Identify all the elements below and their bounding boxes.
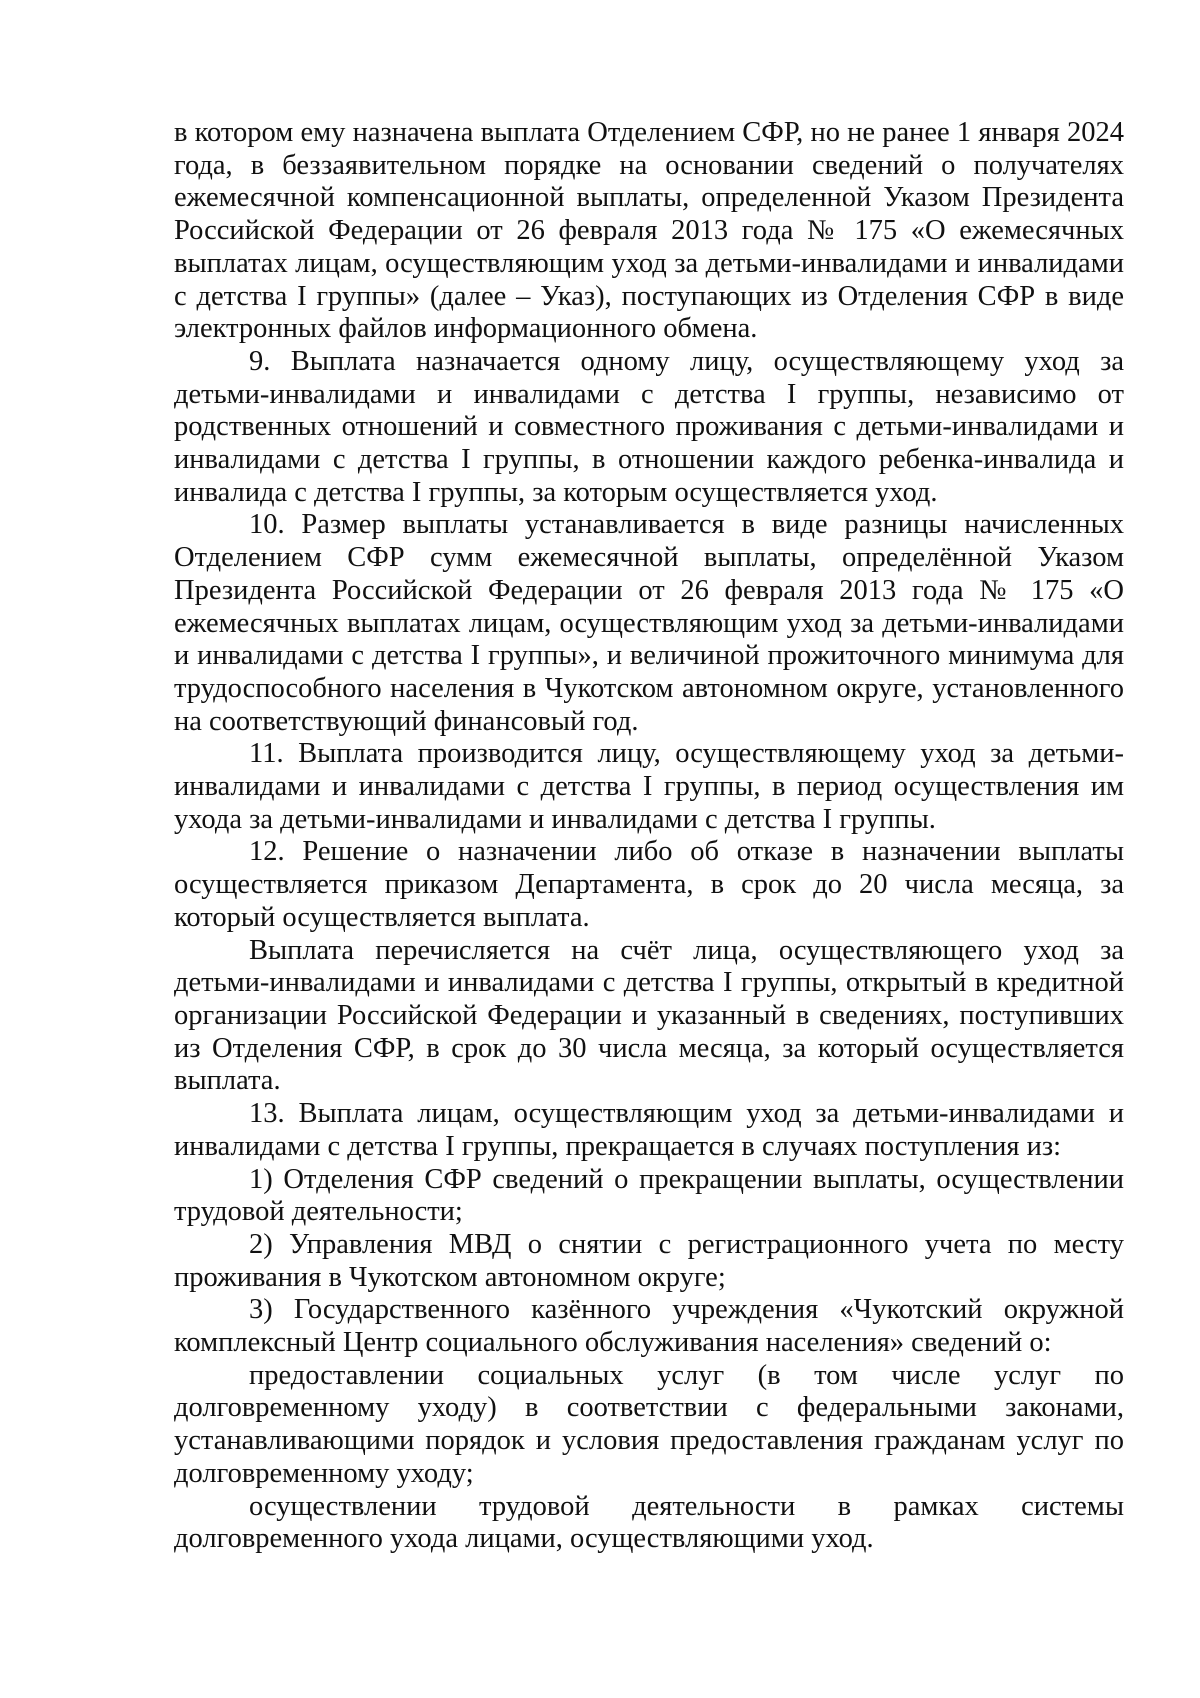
document-body (174, 117, 1124, 1556)
paragraph-item-11: 11. Выплата производится лицу, осуществляющему уход за детьми-инвалидами и инвалидами с детства I группы, в период осуществления им ухода за детьми-инвалидами и инвалидами с детства I группы. (174, 738, 1124, 835)
paragraph-transfer: Выплата перечисляется на счёт лица, осуществляющего уход за детьми-инвалидами и инвалидами с детства I группы, открытый в кредитной организации Российской Федерации и указанный в сведениях, поступивших из Отделения СФР, в срок до 30 числа месяца, за который осуществляется выплата. (174, 934, 1124, 1097)
paragraph-subitem-2: 2) Управления МВД о снятии с регистрационного учета по месту проживания в Чукотском автономном округе; (174, 1228, 1124, 1293)
paragraph-item-10: 10. Размер выплаты устанавливается в виде разницы начисленных Отделением СФР сумм ежемесячной выплаты, определённой Указом Президента Российской Федерации от 26 февраля 2013 года № 175 «О ежемесячных выплатах лицам, осуществляющим уход за детьми-инвалидами и инвалидами с детства I группы», и величиной прожиточного минимума для трудоспособного населения в Чукотском автономном округе, установленного на соответствующий финансовый год. (174, 509, 1124, 737)
paragraph-item-12: 12. Решение о назначении либо об отказе в назначении выплаты осуществляется приказом Департамента, в срок до 20 числа месяца, за который осуществляется выплата. (174, 836, 1124, 933)
paragraph-continuation: в котором ему назначена выплата Отделением СФР, но не ранее 1 января 2024 года, в беззаявительном порядке на основании сведений о получателях ежемесячной компенсационной выплаты, определенной Указом Президента Российской Федерации от 26 февраля 2013 года № 175 «О ежемесячных выплатах лицам, осуществляющим уход за детьми-инвалидами и инвалидами с детства I группы» (далее – Указ), поступающих из Отделения СФР в виде электронных файлов информационного обмена. (174, 117, 1124, 345)
paragraph-item-13: 13. Выплата лицам, осуществляющим уход за детьми-инвалидами и инвалидами с детства I группы, прекращается в случаях поступления из: (174, 1098, 1124, 1162)
paragraph-labor-activity: осуществлении трудовой деятельности в рамках системы долговременного ухода лицами, осуществляющими уход. (174, 1490, 1124, 1555)
paragraph-social-services: предоставлении социальных услуг (в том числе услуг по долговременному уходу) в соответствии с федеральными законами, устанавливающими порядок и условия предоставления гражданам услуг по долговременному уходу; (174, 1359, 1124, 1489)
paragraph-subitem-1: 1) Отделения СФР сведений о прекращении выплаты, осуществлении трудовой деятельности; (174, 1163, 1124, 1228)
paragraph-subitem-3: 3) Государственного казённого учреждения «Чукотский окружной комплексный Центр социального обслуживания населения» сведений о: (174, 1294, 1124, 1359)
paragraph-item-9: 9. Выплата назначается одному лицу, осуществляющему уход за детьми-инвалидами и инвалидами с детства I группы, независимо от родственных отношений и совместного проживания с детьми-инвалидами и инвалидами с детства I группы, в отношении каждого ребенка-инвалида и инвалида с детства I группы, за которым осуществляется уход. (174, 345, 1124, 508)
